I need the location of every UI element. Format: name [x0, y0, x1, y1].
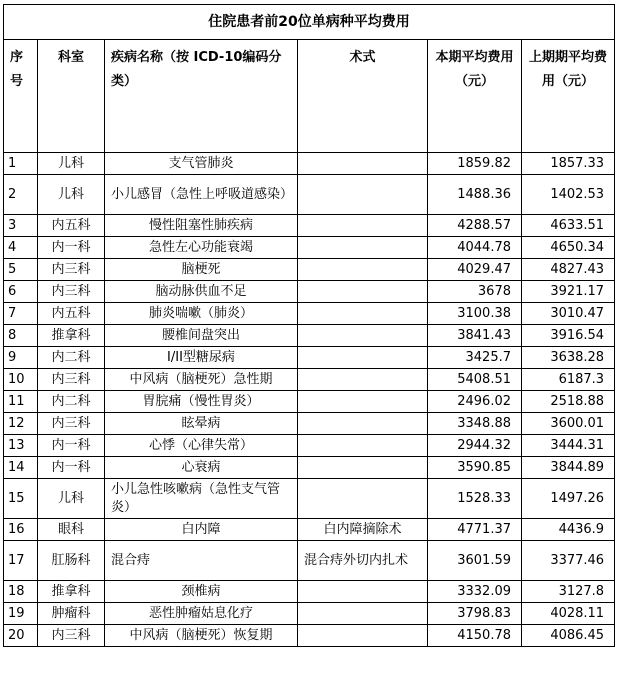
cell-current-fee: 3841.43	[428, 325, 522, 347]
cell-dept: 儿科	[38, 479, 105, 519]
title-row	[4, 5, 615, 40]
cell-seq: 1	[4, 153, 38, 175]
cell-procedure	[298, 237, 428, 259]
cell-dept: 内三科	[38, 369, 105, 391]
fee-table	[3, 4, 615, 647]
cell-dept: 内二科	[38, 391, 105, 413]
cell-current-fee: 2496.02	[428, 391, 522, 413]
cell-seq: 16	[4, 519, 38, 541]
cell-current-fee: 5408.51	[428, 369, 522, 391]
cell-previous-fee: 3638.28	[522, 347, 615, 369]
cell-procedure	[298, 391, 428, 413]
cell-disease: 小儿感冒（急性上呼吸道感染）	[105, 175, 298, 215]
cell-dept: 内三科	[38, 413, 105, 435]
cell-seq: 14	[4, 457, 38, 479]
table-row	[4, 281, 615, 303]
cell-seq: 18	[4, 581, 38, 603]
cell-current-fee: 1859.82	[428, 153, 522, 175]
cell-disease: 混合痔	[105, 541, 298, 581]
cell-procedure	[298, 603, 428, 625]
cell-disease: 脑动脉供血不足	[105, 281, 298, 303]
cell-previous-fee: 3010.47	[522, 303, 615, 325]
table-row	[4, 519, 615, 541]
cell-seq: 12	[4, 413, 38, 435]
cell-disease: 恶性肿瘤姑息化疗	[105, 603, 298, 625]
table-title: 住院患者前20位单病种平均费用	[4, 5, 615, 40]
cell-procedure	[298, 457, 428, 479]
cell-procedure	[298, 153, 428, 175]
cell-seq: 10	[4, 369, 38, 391]
cell-dept: 内三科	[38, 259, 105, 281]
cell-current-fee: 4150.78	[428, 625, 522, 647]
cell-dept: 内一科	[38, 237, 105, 259]
cell-current-fee: 2944.32	[428, 435, 522, 457]
cell-disease: 眩晕病	[105, 413, 298, 435]
header-previous-fee: 上期期平均费用（元）	[522, 40, 615, 153]
cell-procedure	[298, 281, 428, 303]
header-procedure: 术式	[298, 40, 428, 153]
cell-previous-fee: 6187.3	[522, 369, 615, 391]
cell-dept: 内五科	[38, 215, 105, 237]
cell-dept: 内五科	[38, 303, 105, 325]
cell-dept: 内一科	[38, 457, 105, 479]
cell-seq: 19	[4, 603, 38, 625]
table-row	[4, 435, 615, 457]
cell-disease: 小儿急性咳嗽病（急性支气管炎）	[105, 479, 298, 519]
cell-current-fee: 3100.38	[428, 303, 522, 325]
cell-dept: 眼科	[38, 519, 105, 541]
table-row	[4, 541, 615, 581]
cell-seq: 13	[4, 435, 38, 457]
cell-dept: 内三科	[38, 281, 105, 303]
cell-seq: 17	[4, 541, 38, 581]
cell-previous-fee: 3600.01	[522, 413, 615, 435]
cell-previous-fee: 4086.45	[522, 625, 615, 647]
cell-disease: 慢性阻塞性肺疾病	[105, 215, 298, 237]
cell-dept: 内三科	[38, 625, 105, 647]
cell-current-fee: 4288.57	[428, 215, 522, 237]
table-row	[4, 215, 615, 237]
cell-procedure: 白内障摘除术	[298, 519, 428, 541]
cell-seq: 7	[4, 303, 38, 325]
header-dept: 科室	[38, 40, 105, 153]
cell-previous-fee: 4633.51	[522, 215, 615, 237]
cell-procedure	[298, 435, 428, 457]
table-row	[4, 369, 615, 391]
cell-seq: 3	[4, 215, 38, 237]
cell-dept: 推拿科	[38, 325, 105, 347]
cell-dept: 内一科	[38, 435, 105, 457]
cell-procedure	[298, 259, 428, 281]
cell-procedure	[298, 479, 428, 519]
cell-previous-fee: 3127.8	[522, 581, 615, 603]
cell-disease: 颈椎病	[105, 581, 298, 603]
table-row	[4, 581, 615, 603]
cell-current-fee: 1528.33	[428, 479, 522, 519]
cell-procedure	[298, 347, 428, 369]
cell-previous-fee: 4028.11	[522, 603, 615, 625]
table-row	[4, 603, 615, 625]
cell-disease: 脑梗死	[105, 259, 298, 281]
cell-disease: 心衰病	[105, 457, 298, 479]
cell-disease: 肺炎喘嗽（肺炎）	[105, 303, 298, 325]
table-row	[4, 153, 615, 175]
cell-seq: 4	[4, 237, 38, 259]
cell-seq: 20	[4, 625, 38, 647]
cell-procedure	[298, 303, 428, 325]
cell-seq: 2	[4, 175, 38, 215]
table-row	[4, 457, 615, 479]
cell-disease: 中风病（脑梗死）急性期	[105, 369, 298, 391]
cell-seq: 5	[4, 259, 38, 281]
cell-previous-fee: 4436.9	[522, 519, 615, 541]
header-current-fee: 本期平均费用（元）	[428, 40, 522, 153]
cell-current-fee: 3590.85	[428, 457, 522, 479]
cell-disease: 中风病（脑梗死）恢复期	[105, 625, 298, 647]
table-row	[4, 391, 615, 413]
cell-previous-fee: 1857.33	[522, 153, 615, 175]
cell-disease: 腰椎间盘突出	[105, 325, 298, 347]
header-row	[4, 40, 615, 153]
table-row	[4, 175, 615, 215]
cell-dept: 儿科	[38, 153, 105, 175]
cell-previous-fee: 3844.89	[522, 457, 615, 479]
cell-seq: 8	[4, 325, 38, 347]
cell-disease: 心悸（心律失常）	[105, 435, 298, 457]
table-row	[4, 625, 615, 647]
cell-procedure	[298, 625, 428, 647]
cell-current-fee: 3348.88	[428, 413, 522, 435]
cell-dept: 推拿科	[38, 581, 105, 603]
cell-current-fee: 4044.78	[428, 237, 522, 259]
cell-previous-fee: 2518.88	[522, 391, 615, 413]
cell-current-fee: 3425.7	[428, 347, 522, 369]
table-row	[4, 325, 615, 347]
cell-procedure	[298, 581, 428, 603]
cell-previous-fee: 4650.34	[522, 237, 615, 259]
cell-seq: 11	[4, 391, 38, 413]
cell-disease: I/II型糖尿病	[105, 347, 298, 369]
table-row	[4, 259, 615, 281]
cell-seq: 6	[4, 281, 38, 303]
cell-previous-fee: 4827.43	[522, 259, 615, 281]
cell-previous-fee: 3444.31	[522, 435, 615, 457]
cell-procedure	[298, 413, 428, 435]
header-seq: 序号	[4, 40, 38, 153]
table-row	[4, 237, 615, 259]
table-row	[4, 413, 615, 435]
cell-current-fee: 3678	[428, 281, 522, 303]
cell-seq: 9	[4, 347, 38, 369]
cell-disease: 白内障	[105, 519, 298, 541]
cell-previous-fee: 1497.26	[522, 479, 615, 519]
cell-procedure	[298, 369, 428, 391]
table-row	[4, 303, 615, 325]
cell-dept: 肿瘤科	[38, 603, 105, 625]
cell-previous-fee: 1402.53	[522, 175, 615, 215]
cell-current-fee: 3798.83	[428, 603, 522, 625]
cell-previous-fee: 3921.17	[522, 281, 615, 303]
cell-dept: 儿科	[38, 175, 105, 215]
cell-disease: 急性左心功能衰竭	[105, 237, 298, 259]
cell-procedure	[298, 325, 428, 347]
cell-current-fee: 3601.59	[428, 541, 522, 581]
cell-disease: 胃脘痛（慢性胃炎）	[105, 391, 298, 413]
cell-procedure	[298, 215, 428, 237]
cell-previous-fee: 3377.46	[522, 541, 615, 581]
cell-procedure	[298, 175, 428, 215]
cell-current-fee: 4771.37	[428, 519, 522, 541]
cell-dept: 肛肠科	[38, 541, 105, 581]
cell-previous-fee: 3916.54	[522, 325, 615, 347]
table-row	[4, 347, 615, 369]
cell-current-fee: 3332.09	[428, 581, 522, 603]
cell-seq: 15	[4, 479, 38, 519]
cell-procedure: 混合痔外切内扎术	[298, 541, 428, 581]
cell-dept: 内二科	[38, 347, 105, 369]
cell-disease: 支气管肺炎	[105, 153, 298, 175]
table-row	[4, 479, 615, 519]
cell-current-fee: 1488.36	[428, 175, 522, 215]
header-disease: 疾病名称（按 ICD-10编码分类）	[105, 40, 298, 153]
cell-current-fee: 4029.47	[428, 259, 522, 281]
